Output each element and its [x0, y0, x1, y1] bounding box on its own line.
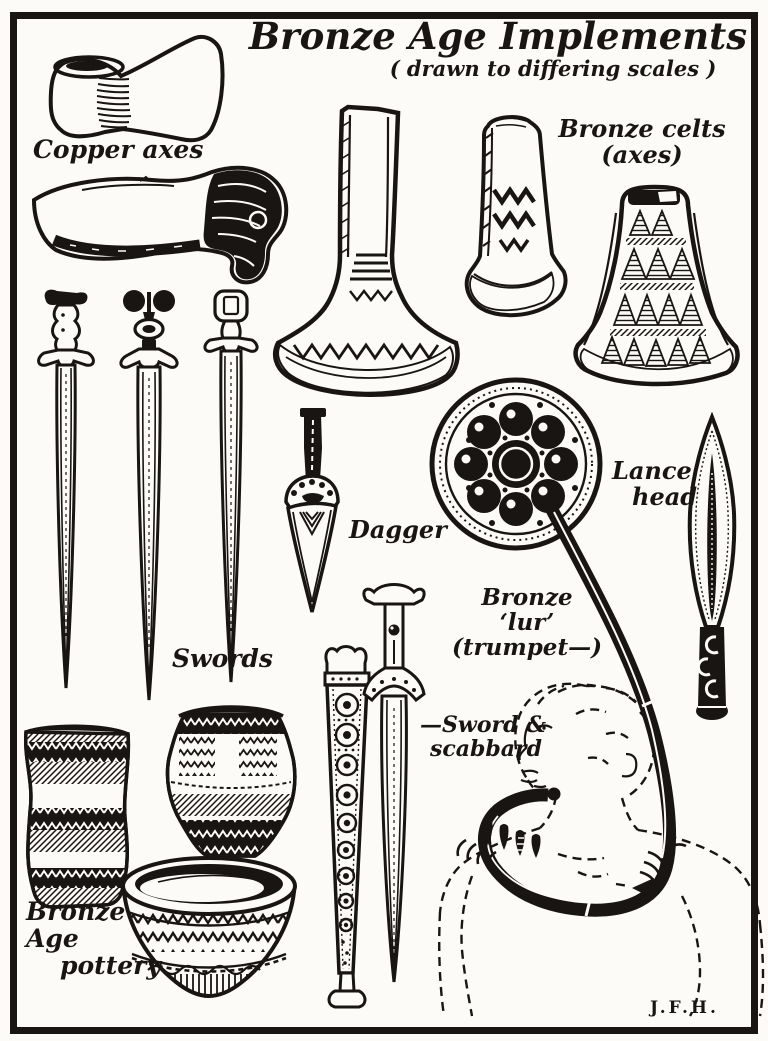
bronze-celt-triangles-illustration [570, 183, 742, 398]
swords-label: Swords [172, 644, 273, 673]
dagger-illustration [274, 408, 352, 618]
copper-axes-label: Copper axes [33, 135, 204, 164]
pottery-urn-illustration [163, 698, 298, 863]
bronze-celt-zigzag-illustration [452, 112, 570, 327]
artist-signature: J.F.H. [650, 998, 719, 1018]
copper-axe-flat-illustration [35, 18, 225, 148]
sword-antennae [121, 290, 177, 700]
sword-scabbard-label: —Sword & scabbard [420, 712, 546, 762]
pottery-label: Bronze Age pottery [26, 897, 161, 980]
page-subtitle: ( drawn to differing scales ) [389, 56, 717, 81]
copper-axe-curved-illustration [22, 158, 297, 293]
sword-slotted-pommel [205, 291, 257, 682]
title-block [248, 14, 748, 81]
sword-with-scabbard-illustration [358, 578, 432, 993]
bronze-lur-label: Bronze ‘lur’ (trumpet—) [452, 584, 602, 661]
dagger-label: Dagger [349, 515, 447, 544]
lance-head-label: Lance head [612, 456, 698, 511]
page-title: Bronze Age Implements [248, 14, 748, 58]
sword-flat-pommel [39, 290, 94, 688]
lur-mouthpiece [548, 788, 561, 801]
bronze-celts-label: Bronze celts (axes) [558, 114, 726, 169]
bronze-celt-large-illustration [260, 105, 470, 397]
